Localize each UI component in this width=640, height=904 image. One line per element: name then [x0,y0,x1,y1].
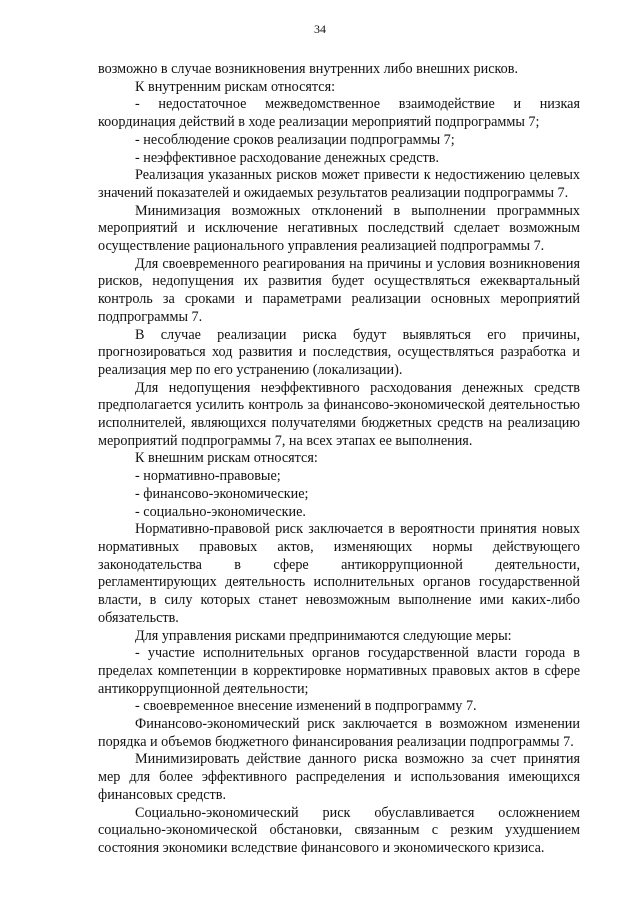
paragraph: Финансово-экономический риск заключается в возможном изменении порядка и объемов бюджетного финансирования реализации подпрограммы 7. [98,716,580,750]
paragraph: В случае реализации риска будут выявляться его причины, прогнозироваться ход развития и последствия, осуществляться разработка и реализация мер по его устранению (локализации). [98,326,580,378]
paragraph: - финансово-экономические; [135,485,309,502]
paragraph: - несоблюдение сроков реализации подпрограммы 7; [135,131,455,148]
paragraph: возможно в случае возникновения внутренних либо внешних рисков. [98,61,519,77]
paragraph: - участие исполнительных органов государственной власти города в пределах компетенции в корректировке нормативных правовых актов в сфере антикоррупционной деятельности; [98,645,580,697]
paragraph: - неэффективное расходование денежных средств. [135,149,439,166]
paragraph: Для управления рисками предпринимаются следующие меры: [135,627,512,644]
paragraph: Для своевременного реагирования на причины и условия возникновения рисков, недопущения их развития будет осуществляться ежеквартальный контроль за сроками и параметрами реализации основных мероприятий подпрограммы 7. [98,255,580,325]
paragraph: - недостаточное межведомственное взаимодействие и низкая координация действий в ходе реализации мероприятий подпрограммы 7; [98,96,580,131]
paragraph: - нормативно-правовые; [135,468,281,485]
paragraph: - своевременное внесение изменений в подпрограмму 7. [135,698,477,715]
paragraph: - социально-экономические. [135,503,306,520]
paragraph: Нормативно-правовой риск заключается в вероятности принятия новых нормативных правовых актов, изменяющих нормы действующего законодательства в сфере антикоррупционной деятельности, регламентирующих деятельность исполнительных органов государственной власти, в силу которых станет невозможным выполнение ими каких-либо обязательств. [98,521,580,626]
paragraph: Минимизировать действие данного риска возможно за счет принятия мер для более эффективного распределения и использования имеющихся финансовых средств. [98,751,580,803]
document-body [98,61,580,858]
paragraph: Реализация указанных рисков может привести к недостижению целевых значений показателей и ожидаемых результатов реализации подпрограммы 7. [98,167,580,201]
page-number: 34 [314,22,326,36]
paragraph: Социально-экономический риск обуславливается осложнением социально-экономической обстановки, связанным с резким ухудшением состояния экономики вследствие финансового и экономического кризиса. [98,804,580,856]
paragraph: К внешним рискам относятся: [135,450,318,467]
paragraph: Минимизация возможных отклонений в выполнении программных мероприятий и исключение негативных последствий сделает возможным осуществление рационального управления реализацией подпрограммы 7. [98,202,580,255]
paragraph: Для недопущения неэффективного расходования денежных средств предполагается усилить контроль за финансово-экономической деятельностью исполнителей, являющихся получателями бюджетных средств на реализацию мероприятий подпрограммы 7, на всех этапах ее выполнения. [98,379,580,449]
paragraph: К внутренним рискам относятся: [135,78,336,95]
